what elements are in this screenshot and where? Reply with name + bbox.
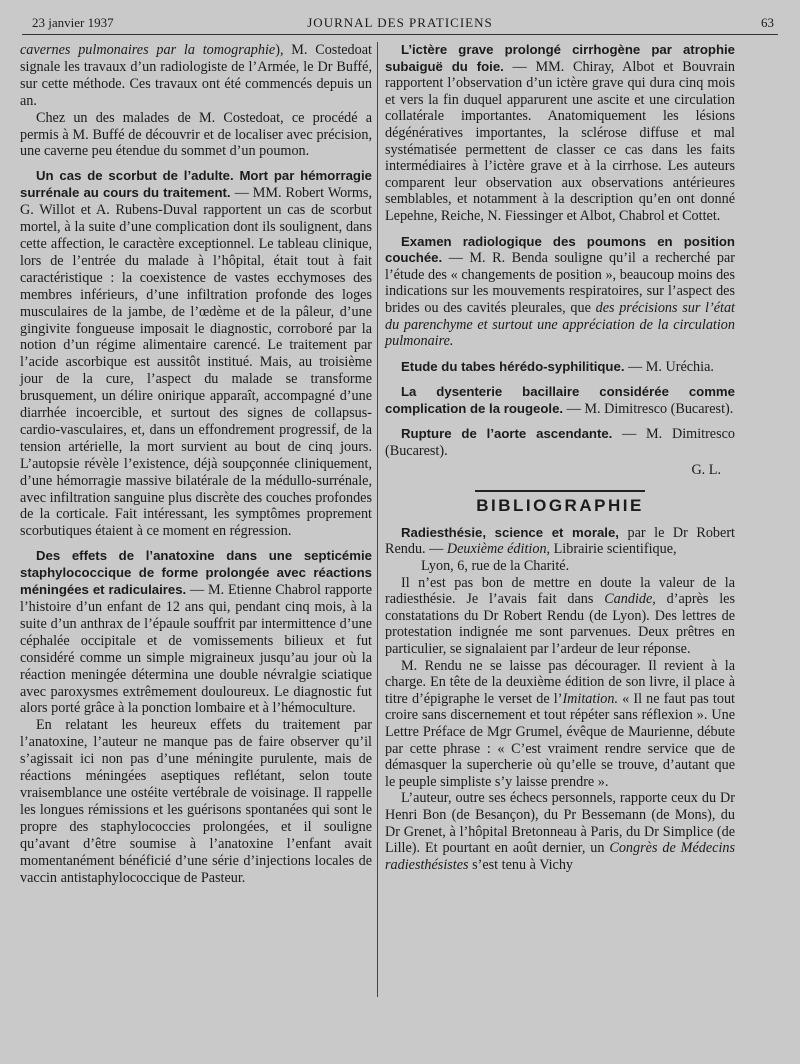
article-costedoat (20, 42, 372, 160)
journal-title: JOURNAL DES PRATICIENS (307, 15, 493, 30)
article-title: La dysenterie bacillaire considérée comme complication de la rougeole. (385, 384, 735, 416)
paragraph-text: « Il ne faut pas tout croire sans discernement et tout répéter sans réflexion ». Une Lettre Préface de Mgr Grumel, évêque de Maurienne, débute par cette phrase : « C’est vraiment rendre service que de démasquer la supercherie où qu’elle se trouve, d’autant que le peuple simpliste s’y laisse prendre ». (385, 690, 735, 790)
bibliography-entry (385, 525, 735, 873)
article-paragraph (385, 426, 735, 459)
article-aorte (385, 426, 735, 478)
article-ictere (385, 42, 735, 225)
signature: G. L. (691, 461, 721, 478)
article-radiologique (385, 234, 735, 350)
paragraph-text: d’après les constatations du Dr Robert Rendu (de Lyon). Des lettres de protestation indignée me sont parvenues. Deux prêtres en particulier, se signalaient par l’ardeur de leur réponse. (385, 591, 735, 657)
article-paragraph (385, 384, 735, 417)
left-column (20, 42, 372, 894)
book-edition: Deuxième édition, (446, 541, 551, 558)
article-title: Etude du tabes hérédo-syphilitique. (401, 358, 625, 374)
page-number: 63 (761, 15, 774, 30)
italic-text: Congrès de Médecins radiesthésistes (385, 840, 735, 873)
article-paragraph (385, 42, 735, 225)
book-title: Radiesthésie, science et morale, (401, 524, 619, 540)
book-publisher: Librairie scientifique, (550, 541, 677, 558)
italic-text: Imitation. (562, 690, 619, 707)
page-header (22, 12, 778, 35)
article-title: Examen radiologique des poumons en position couchée. (385, 233, 735, 266)
article-paragraph (20, 168, 372, 540)
article-title: Un cas de scorbut de l’adulte. Mort par hémorragie surrénale au cours du traitement. (20, 168, 372, 201)
article-body: — M. Etienne Chabrol rapporte l’histoire d’un enfant de 12 ans qui, pendant cinq mois, à la suite d’un anthrax de l’épaule souffrit par intermittence d’une céphalée occipitale et de vomissements bilieux et fut considéré comme un simple migraineux jusqu’au jour où la réaction meningée détermina une double névralgie sciatique avec paroxysmes extrêmement douloureux. Le diagnostic fut alors porté grâce à la ponction lombaire et à l’hémoculture. (20, 582, 373, 717)
header-date: 23 janvier 1937 (32, 15, 114, 30)
article-tabes (385, 359, 735, 376)
paragraph-text: M. Rendu ne se laisse pas décourager. Il revient à la charge. En tête de la deuxième édition de son livre, il place à titre d’épigraphe le verset de l’ (385, 657, 735, 707)
article-paragraph (385, 790, 735, 873)
bibliography-heading (385, 525, 735, 575)
book-author: par le Dr Robert Rendu. — (385, 524, 735, 558)
article-paragraph (20, 42, 372, 110)
article-scorbut (20, 168, 372, 540)
section-rule (475, 490, 645, 492)
article-body: — MM. Chiray, Albot et Bouvrain rapportent l’observation d’un ictère grave qui dura cinq mois et vers la fin duquel apparurent une ascite et une circulation collatérale importantes. Anatomiquement les lésions dégénératives importantes, la sclérose diffuse et mal systématisée permettent de classer ce cas dans les faits intermédiaires à l’ictère grave et à la cirrhose. Les auteurs comparent leur observation aux observations antérieures semblables, et notamment à la description qu’en ont donné Lepehne, Reiche, N. Fiessinger et Albot, Chabrol et Cottet. (385, 58, 735, 224)
paragraph-text: L’auteur, outre ses échecs personnels, rapporte ceux du Dr Henri Bon (de Besançon), du Pr Bessemann (de Mons), du Dr Grenet, à l’hôpital Bretonneau à Paris, du Dr Simplice (de Lille). Et pourtant en août dernier, un (385, 790, 735, 857)
article-title: Rupture de l’aorte ascendante. (401, 426, 613, 442)
article-title: L’ictère grave prolongé cirrhogène par atrophie subaiguë du foie. (385, 42, 735, 74)
italic-text: cavernes pulmonaires par la tomographie (20, 42, 276, 58)
article-body: — M. Dimitresco (Bucarest). (385, 426, 736, 460)
article-paragraph: Chez un des malades de M. Costedoat, ce procédé a permis à M. Buffé de découvrir et de localiser avec précision, une caverne peu étendue du sommet d’un poumon. (20, 109, 372, 160)
column-divider (377, 42, 378, 997)
article-paragraph (20, 548, 372, 717)
italic-text: des précisions sur l’état du parenchyme et surtout une appréciation de la circulation pulmonaire. (385, 299, 735, 350)
article-body: — M. Dimitresco (Bucarest). (563, 400, 734, 417)
italic-text: Candide, (604, 591, 656, 608)
paragraph-text: ), M. Costedoat signale les travaux d’un radiologiste de l’Armée, le Dr Buffé, sur cette méthode. Ces travaux ont été commencés depuis un an. (20, 42, 372, 109)
article-anatoxine (20, 548, 372, 886)
paragraph-text: Il n’est pas bon de mettre en doute la valeur de la radiesthésie. Je l’avais fait dans (385, 574, 735, 608)
article-paragraph (385, 575, 735, 658)
article-body: — M. R. Benda souligne qu’il a recherché par l’étude des « changements de position », beaucoup moins des indications sur les mouvements respiratoires, sur l’aspect des brides ou des cavités pleurales, que (385, 250, 735, 316)
article-dysenterie (385, 384, 735, 417)
article-paragraph (385, 234, 735, 350)
right-column (385, 42, 735, 882)
article-body: — M. Uréchia. (624, 358, 714, 375)
article-title: Des effets de l’anatoxine dans une septicémie staphylococcique de forme prolongée avec réactions méningées et radiculaires. (20, 548, 372, 598)
section-title: BIBLIOGRAPHIE (476, 496, 644, 516)
paragraph-text: s’est tenu à Vichy (468, 856, 574, 873)
article-paragraph (385, 658, 735, 791)
article-paragraph: En relatant les heureux effets du traitement par l’anatoxine, l’auteur ne manque pas de faire observer qu’il s’agissait ici non pas d’une méningite purulente, mais de réactions méningées aseptiques reflétant, selon toute vraisemblance une ostéite vertébrale de voisinage. Il rappelle les longues rémissions et les guérisons spontanées qui sont le propre des staphylococcies prolongées, et il souligne qu’avant d’être soumise à l’anatoxine l’enfant avait momentanément bénéficié d’une série d’injections locales de vaccin antistaphylococcique de Pasteur. (20, 717, 372, 886)
book-address: Lyon, 6, rue de la Charité. (421, 558, 570, 575)
article-paragraph (385, 359, 735, 376)
article-body: — MM. Robert Worms, G. Willot et A. Rubens-Duval rapportent un cas de scorbut mortel, à la suite d’une complication dont ils soulignent, dans cette affection, le caractère exceptionnel. Le tableau clinique, lors de l’entrée du malade à l’hôpital, était tout à fait caractéristique : la coexistence de vastes ecchymoses des membres inférieurs, d’une infiltration profonde des loges musculaires de la jambe, de l’œdème et de la pâleur, d’une gingivite fongueuse imposait le diagnostic, corroboré par la notion d’un régime alimentaire carencé. Le traitement par l’acide ascorbique est aussitôt institué. Mais, au troisième jour de la cure, l’aspect du malade se transforme brusquement, un délire onirique apparaît, accompagné d’une diarrhée incoercible, et surtout des signes de collapsus-cardio-vasculaires, et, dans un effondrement progressif, de la tension artérielle, la mort survient au bout de cinq jours. L’autopsie révèle l’existence, déjà soupçonnée cliniquement, d’une hémorragie massive bilatérale de la médullo-surrénale, avec infiltration sanguine plus discrète des couches profondes de la corticale. Fait intéressant, les symptômes proprement scorbutiques étaient à ce moment en régression. (20, 185, 372, 540)
